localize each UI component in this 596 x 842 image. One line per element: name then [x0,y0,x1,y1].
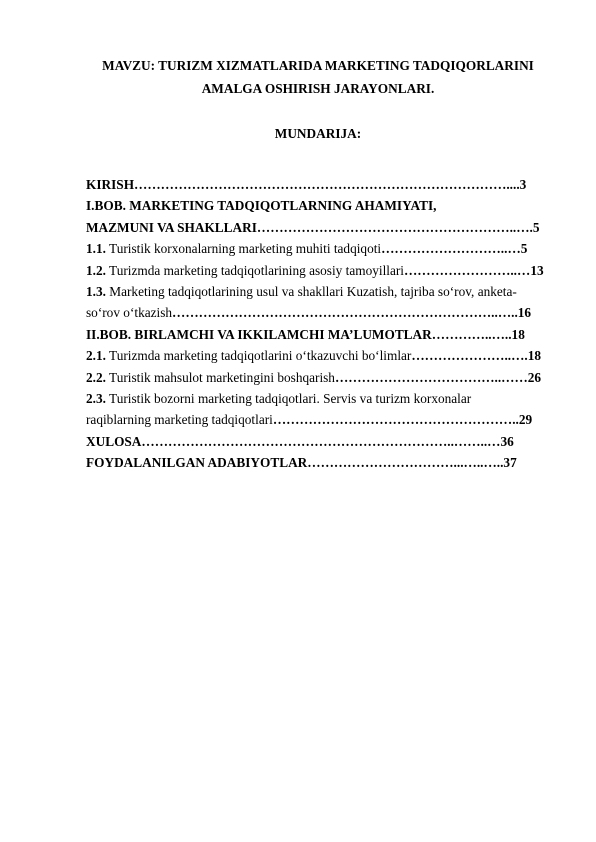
toc-entry-chapter-1-line-2[interactable] [86,217,546,238]
toc-entry-2-3-line-1[interactable] [86,388,546,409]
toc-section-number: 1.2. [86,262,106,278]
toc-entry-text: Turistik mahsulot marketingini boshqarish [105,369,335,385]
toc-page-number: 3 [519,177,527,192]
toc-entry-1-2[interactable] [86,260,546,281]
toc-entry-text: I.BOB. MARKETING TADQIQOTLARNING AHAMIYATI, [86,198,437,214]
toc-dots: ………………………………..…… [334,369,528,385]
toc-section-number: 1.1. [86,241,106,257]
toc-entry-text: Turizmda marketing tadqiqotlarini o‘tkazuvchi bo‘limlar [105,348,412,364]
toc-dots: ……………………………………………………………..……..… [141,433,501,449]
toc-page-number: 13 [530,262,544,278]
toc-entry-xulosa[interactable] [86,431,546,452]
toc-page-number: 16 [517,305,532,321]
toc-entry-text: FOYDALANILGAN ADABIYOTLAR [86,455,308,471]
toc-dots: ……………………..… [403,262,531,278]
title-line-1: MAVZU: TURIZM XIZMATLARIDA MARKETING TADQIQORLARINI [102,58,534,73]
toc-entry-1-3-line-1[interactable] [86,281,546,302]
toc-dots: ……………………………………………….. [272,412,519,428]
toc-entry-2-3-line-2[interactable] [86,409,546,430]
toc-entry-references[interactable] [86,452,546,473]
toc-entry-text: Marketing tadqiqotlarining usul va shakllari Kuzatish, tajriba so‘rov, anketa- [105,284,517,300]
toc-dots: …………………………………………………..…. [256,219,533,235]
toc-entry-text: KIRISH [86,177,135,192]
toc-entry-text: MAZMUNI VA SHAKLLARI [86,219,257,235]
toc-entry-chapter-2[interactable] [86,324,546,345]
toc-section-number: 1.3. [86,284,106,300]
toc-entry-text: so‘rov o‘tkazish [86,305,173,321]
toc-entry-1-3-line-2[interactable] [86,302,546,323]
toc-dots: …………..….. [431,326,512,342]
toc-dots: ………………………………………………………………..….. [172,305,518,321]
toc-page-number: 37 [503,455,517,471]
toc-entry-text: Turistik korxonalarning marketing muhiti tadqiqoti [105,241,382,257]
title-line-2: AMALGA OSHIRISH JARAYONLARI. [201,81,435,96]
toc-page-number: 5 [532,219,540,235]
toc-section-number: 2.1. [86,348,106,364]
toc-entry-1-1[interactable] [86,238,546,259]
contents-heading: MUNDARIJA: [274,126,362,141]
toc-entry-text: raqiblarning marketing tadqiqotlari [86,412,273,428]
toc-page-number: 36 [500,433,514,449]
toc-page-number: 29 [518,412,533,428]
toc-dots: ………………………………………………………………………….... [134,177,520,192]
toc-entry-text: Turizmda marketing tadqiqotlarining asosiy tamoyillari [105,262,404,278]
toc-entry-text: II.BOB. BIRLAMCHI VA IKKILAMCHI MA’LUMOTLAR [86,326,432,342]
toc-entry-2-2[interactable] [86,367,546,388]
toc-entry-2-1[interactable] [86,345,546,366]
toc-entry-text: XULOSA [86,433,142,449]
toc-section-number: 2.3. [86,391,106,407]
toc-dots: …………………..…. [411,348,528,364]
toc-entry-kirish[interactable] [86,174,546,195]
toc-page-number: 26 [527,369,542,385]
table-of-contents [86,174,546,474]
toc-dots: ……………………………...…..….. [307,455,504,471]
toc-entry-text: Turistik bozorni marketing tadqiqotlari. Servis va turizm korxonalar [105,391,472,407]
toc-section-number: 2.2. [86,369,106,385]
toc-page-number: 18 [527,348,542,364]
toc-page-number: 18 [511,326,525,342]
toc-page-number: 5 [520,241,528,257]
toc-entry-chapter-1-line-1[interactable] [86,195,546,216]
toc-dots: ………………………..… [381,241,521,257]
